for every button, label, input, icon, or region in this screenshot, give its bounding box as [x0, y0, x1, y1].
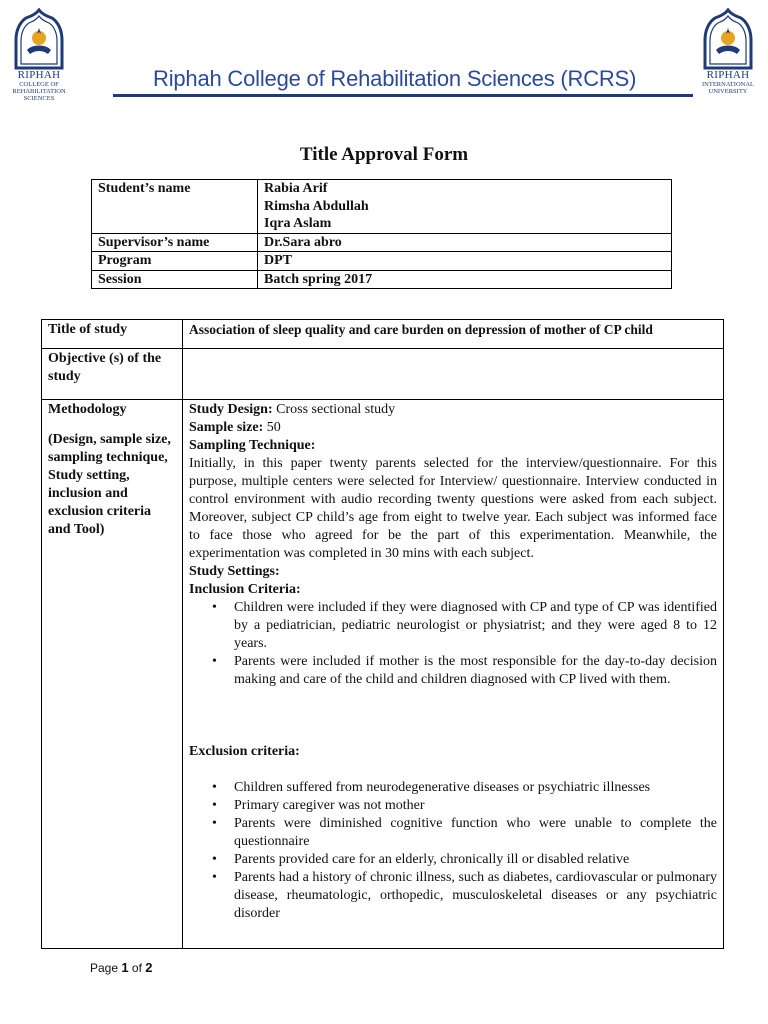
- logo-text-line: RIPHAH: [706, 69, 750, 81]
- program-value: DPT: [258, 252, 672, 271]
- student-name: Rimsha Abdullah: [264, 198, 369, 214]
- page-word: Page: [90, 961, 122, 975]
- session-label: Session: [92, 270, 258, 289]
- table-row: [92, 252, 672, 271]
- study-details-table: [41, 319, 724, 949]
- riphah-crest-icon: [12, 8, 66, 70]
- student-name: Iqra Aslam: [264, 216, 332, 231]
- list-item: • Children were included if they were diagnosed with CP and type of CP was identified by a pediatrician, pediatric neurologist or physiatrist; and they were aged 8 to 12 years.: [189, 599, 717, 653]
- list-item: • Primary caregiver was not mother: [189, 797, 717, 815]
- methodology-sub-label: (Design, sample size, sampling technique, Study setting, inclusion and exclusion criteria and Tool): [48, 432, 171, 537]
- table-row: [42, 349, 724, 400]
- students-value: [258, 180, 672, 234]
- logo-text-line: REHABILITATION: [12, 88, 66, 95]
- study-design-label: Study Design:: [189, 402, 273, 417]
- program-label: Program: [92, 252, 258, 271]
- supervisor-label: Supervisor’s name: [92, 233, 258, 252]
- logo-text-line: UNIVERSITY: [708, 88, 748, 95]
- sample-size-label: Sample size:: [189, 420, 264, 435]
- sample-size-line: [189, 419, 717, 437]
- inclusion-criteria-label: Inclusion Criteria:: [189, 582, 301, 597]
- sample-size-value: 50: [263, 420, 281, 435]
- list-item: • Parents were diminished cognitive function who were unable to complete the questionnaire: [189, 815, 717, 851]
- study-design-line: [189, 401, 717, 419]
- exclusion-criteria-label: Exclusion criteria:: [189, 744, 300, 759]
- logo-text-line: SCIENCES: [23, 95, 55, 102]
- of-word: of: [128, 961, 146, 975]
- objective-label-line: Objective (s) of the: [48, 351, 162, 366]
- objective-label: [42, 349, 183, 400]
- students-label: Student’s name: [92, 180, 258, 234]
- objective-label-line: study: [48, 369, 81, 384]
- sampling-technique-label: Sampling Technique:: [189, 438, 316, 453]
- study-design-value: Cross sectional study: [272, 402, 396, 417]
- list-item: • Parents had a history of chronic illness, such as diabetes, cardiovascular or pulmonary disease, rheumatologic, orthopedic, musculoskeletal diseases or any psychiatric disorder: [189, 869, 717, 923]
- table-row: [92, 270, 672, 289]
- header-divider: [113, 94, 693, 97]
- list-item: • Parents provided care for an elderly, chronically ill or disabled relative: [189, 851, 717, 869]
- table-row: [42, 400, 724, 949]
- student-info-table: [91, 179, 672, 289]
- methodology-label: Methodology: [48, 402, 127, 417]
- page-number: [90, 960, 153, 975]
- form-title: Title Approval Form: [299, 144, 469, 165]
- college-name: Riphah College of Rehabilitation Sciences (RCRS): [153, 66, 637, 91]
- table-row: [92, 233, 672, 252]
- table-row: [92, 180, 672, 234]
- table-row: [42, 320, 724, 349]
- study-settings-label: Study Settings:: [189, 564, 280, 579]
- sampling-technique-text: Initially, in this paper twenty parents selected for the interview/questionnaire. For this purpose, multiple centers were selected for Interview/ questionnaire. Interview conducted in control environment with audio recording twenty questions were asked from each subject. Moreover, subject CP child’s age from eight to twelve year. Each subject was informed face to face those who agreed for be the part of this experimentation. Meanwhile, the experimentation was completed in 30 mins with each subject.: [189, 456, 717, 561]
- exclusion-criteria-list: [189, 779, 717, 923]
- list-item: • Parents were included if mother is the most responsible for the day-to-day decision making and care of the child and children diagnosed with CP lived with them.: [189, 653, 717, 689]
- riphah-crest-icon: [701, 8, 755, 70]
- session-value: Batch spring 2017: [258, 270, 672, 289]
- logo-text-line: COLLEGE OF: [19, 81, 59, 88]
- logo-text-line: RIPHAH: [17, 69, 61, 81]
- riphah-university-logo: [693, 8, 763, 95]
- supervisor-value: Dr.Sara abro: [258, 233, 672, 252]
- page-current: 1: [121, 960, 129, 975]
- rcrs-logo: [4, 8, 74, 102]
- page-total: 2: [145, 960, 153, 975]
- title-of-study-value: Association of sleep quality and care burden on depression of mother of CP child: [183, 320, 724, 349]
- methodology-content: [183, 400, 724, 949]
- methodology-label-cell: [42, 400, 183, 949]
- list-item: • Children suffered from neurodegenerative diseases or psychiatric illnesses: [189, 779, 717, 797]
- inclusion-criteria-list: [189, 599, 717, 689]
- logo-text-line: INTERNATIONAL: [702, 81, 754, 88]
- title-of-study-label: Title of study: [42, 320, 183, 349]
- objective-value: [183, 349, 724, 400]
- student-name: Rabia Arif: [264, 181, 328, 196]
